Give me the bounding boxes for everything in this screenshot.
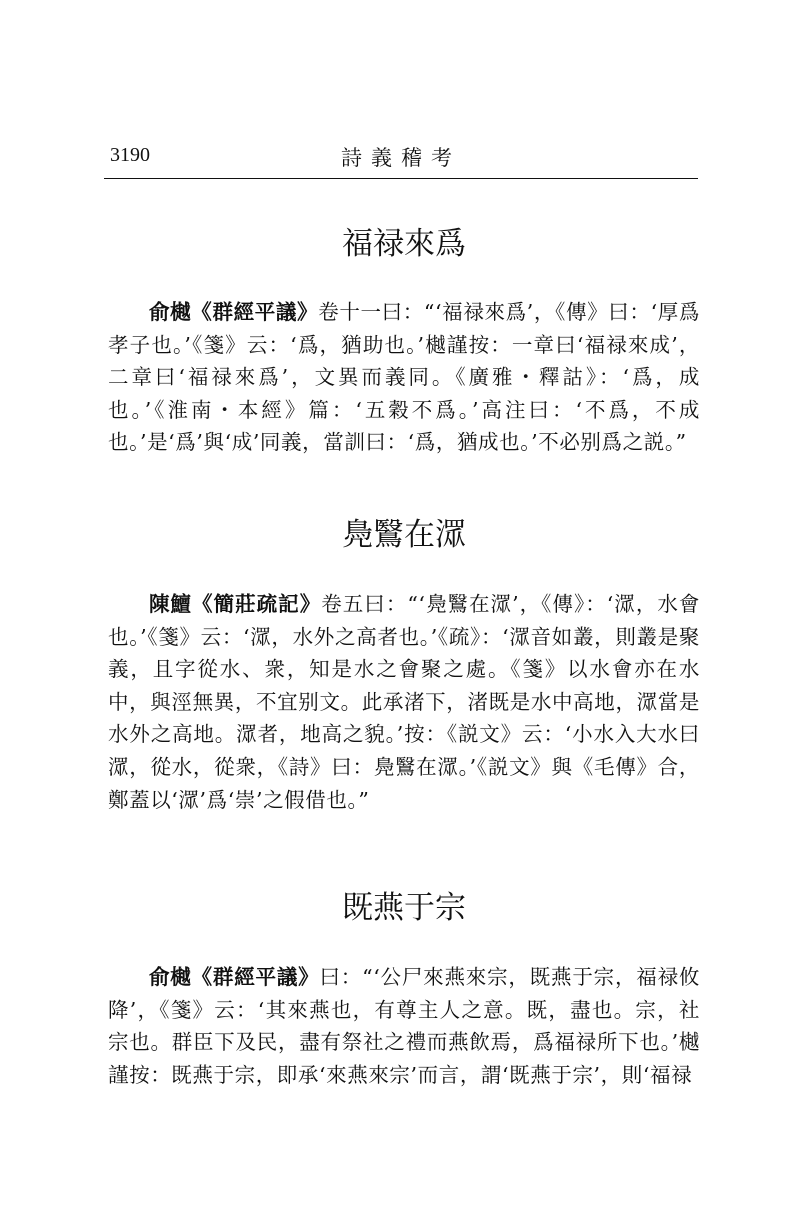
section-body [108,588,700,816]
body-text: 卷五曰：“‘鳧鷖在潀’，《傳》：‘潀，水會也。’《箋》云：‘潀，水外之高者也。’《疏》：‘潀音如叢，則叢是聚義，且字從水、衆，知是水之會聚之處。《箋》以水會亦在水中，與涇無異，不宜别文。此承渚下，渚既是水中高地，潀當是水外之高地。潀者，地高之貌。’按：《説文》云：‘小水入大水曰潀，從水，從衆，《詩》曰：鳧鷖在潀。’《説文》與《毛傳》合，鄭蓋以‘潀’爲‘崇’之假借也。” [108,592,700,812]
page-header [104,138,698,178]
section-body [108,961,700,1091]
section-title: 既燕于宗 [342,890,466,926]
author-source: 俞樾《群經平議》 [149,965,320,989]
author-source: 陳鱣《簡莊疏記》 [149,592,322,616]
body-text: 卷十一曰：“‘福禄來爲’，《傳》曰：‘厚爲孝子也。’《箋》云：‘爲，猶助也。’樾謹按：一章曰‘福禄來成’，二章曰‘福禄來爲’，文異而義同。《廣雅・釋詁》：‘爲，成也。’《淮南・本經》篇：‘五穀不爲。’高注曰：‘不爲，不成也。’是‘爲’與‘成’同義，當訓曰：‘爲，猶成也。’不必别爲之説。” [108,300,700,455]
running-title: 詩義稽考 [341,146,461,170]
section-2 [108,515,700,816]
section-1 [108,224,700,459]
header-rule [104,178,698,179]
section-body [108,296,700,459]
section-title: 福禄來爲 [342,226,466,262]
section-3 [108,888,700,1091]
author-source: 俞樾《群經平議》 [149,300,319,324]
section-title: 鳧鷖在潀 [342,517,466,553]
page-number: 3190 [110,144,150,166]
body-text: 曰：“‘公尸來燕來宗，既燕于宗，福禄攸降’，《箋》云：‘其來燕也，有尊主人之意。既，盡也。宗，社宗也。群臣下及民，盡有祭社之禮而燕飲焉，爲福禄所下也。’樾謹按：既燕于宗，即承‘來燕來宗’而言，謂‘既燕于宗’，則‘福禄 [108,965,700,1087]
